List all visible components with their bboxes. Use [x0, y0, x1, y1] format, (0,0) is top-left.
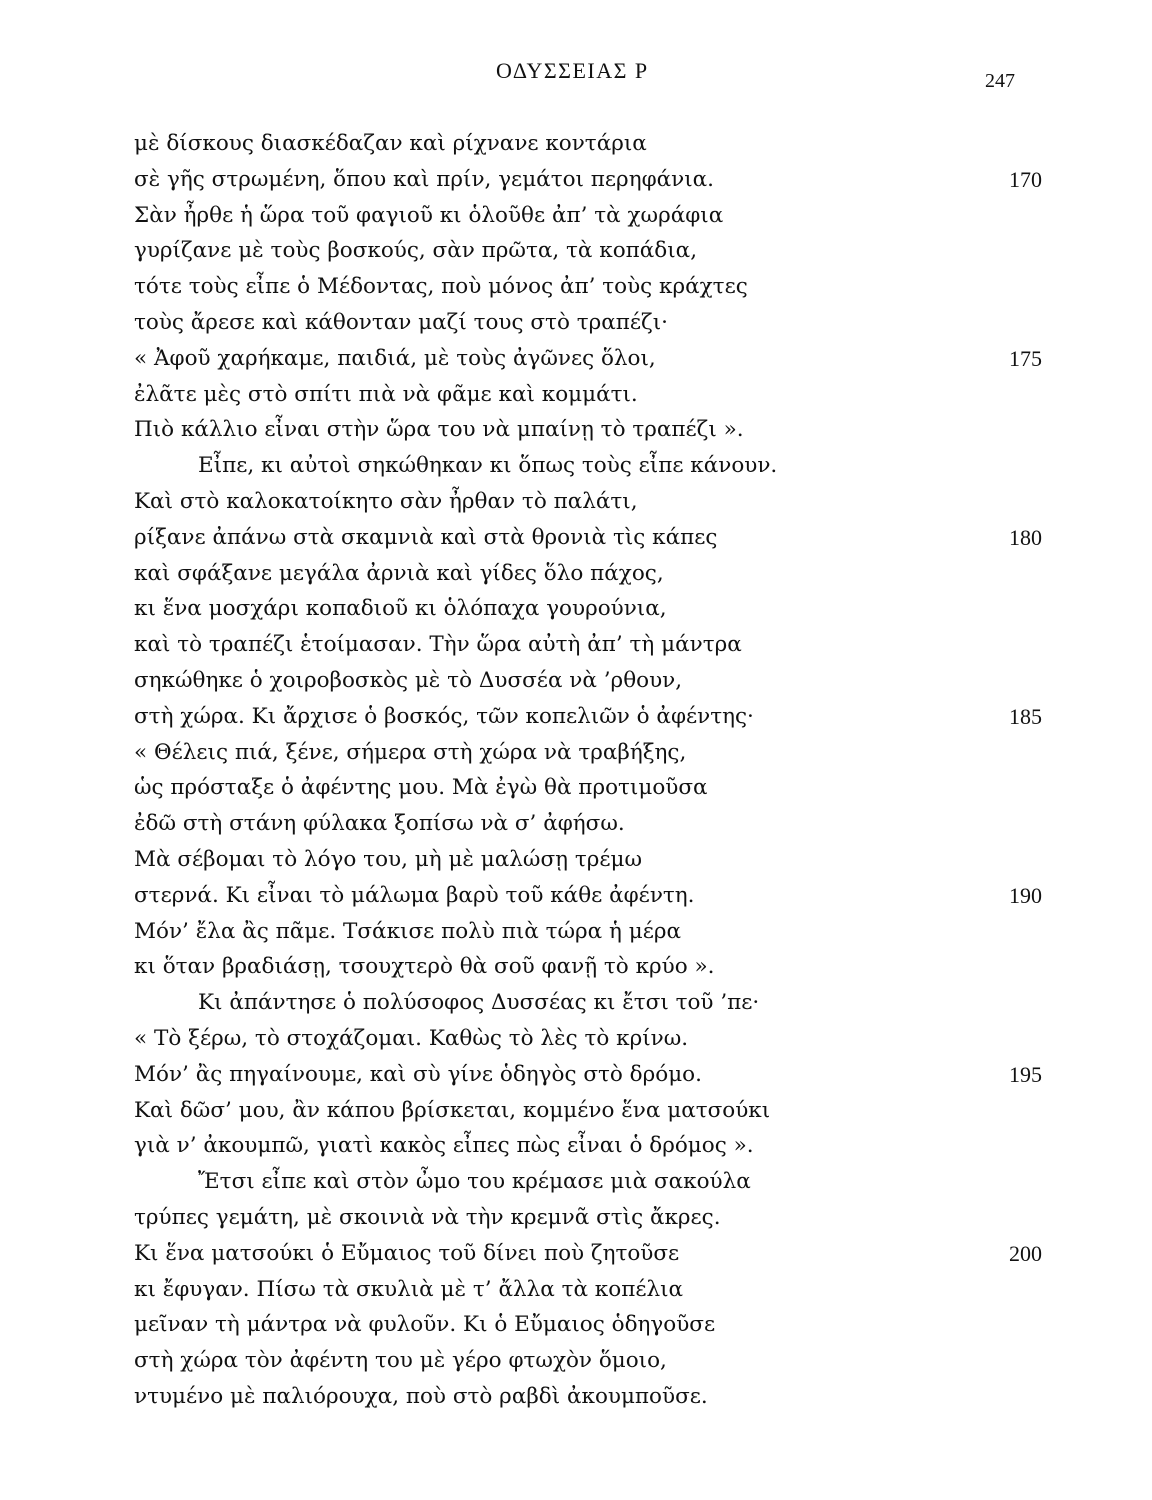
verse-text: μὲ δίσκους διασκέδαζαν καὶ ρίχνανε κοντάρια	[134, 131, 647, 156]
verse-line	[0, 842, 1152, 878]
verse-text: ὡς πρόσταξε ὁ ἀφέντης μου. Μὰ ἐγὼ θὰ προτιμοῦσα	[134, 775, 708, 801]
verse-line	[0, 341, 1152, 377]
verse-text: Μόν’ ἂς πηγαίνουμε, καὶ σὺ γίνε ὁδηγὸς στὸ δρόμο.	[134, 1061, 702, 1087]
verse-line	[0, 1128, 1152, 1164]
verse-line	[0, 949, 1152, 985]
verse-text: ἐλᾶτε μὲς στὸ σπίτι πιὰ νὰ φᾶμε καὶ κομμάτι.	[134, 381, 638, 407]
verse-text: ρίξανε ἀπάνω στὰ σκαμνιὰ καὶ στὰ θρονιὰ τὶς κάπες	[134, 524, 718, 550]
verse-text: κι ἔφυγαν. Πίσω τὰ σκυλιὰ μὲ τ’ ἄλλα τὰ κοπέλια	[134, 1276, 684, 1302]
verse-line	[0, 1307, 1152, 1343]
verse-line	[0, 520, 1152, 556]
verse-line	[0, 198, 1152, 234]
verse-line	[0, 269, 1152, 305]
verse-line	[0, 126, 1152, 162]
verse-text: Κι ἕνα ματσούκι ὁ Εὔμαιος τοῦ δίνει ποὺ ζητοῦσε	[134, 1240, 680, 1266]
verse-text: στὴ χώρα. Κι ἄρχισε ὁ βοσκός, τῶν κοπελιῶν ὁ ἀφέντης·	[134, 703, 754, 729]
verse-line	[0, 591, 1152, 627]
verse-text: γυρίζανε μὲ τοὺς βοσκούς, σὰν πρῶτα, τὰ κοπάδια,	[134, 238, 698, 264]
verse-text: « Θέλεις πιά, ξένε, σήμερα στὴ χώρα νὰ τραβήξης,	[134, 739, 687, 765]
verse-line	[0, 914, 1152, 950]
verse-text: Εἶπε, κι αὐτοὶ σηκώθηκαν κι ὅπως τοὺς εἶπε κάνουν.	[198, 453, 778, 479]
verse-text: τρύπες γεμάτη, μὲ σκοινιὰ νὰ τὴν κρεμνᾶ στὶς ἄκρες.	[134, 1204, 721, 1230]
running-head: ΟΔΥΣΣΕΙΑΣ Ρ	[496, 58, 649, 83]
line-number: 180	[1009, 524, 1042, 550]
line-number: 200	[1009, 1240, 1042, 1266]
line-number: 195	[1009, 1061, 1042, 1087]
verse-line	[0, 412, 1152, 448]
verse-line	[0, 1164, 1152, 1200]
verse-text: Πιὸ κάλλιο εἶναι στὴν ὥρα του νὰ μπαίνῃ τὸ τραπέζι ».	[134, 417, 744, 443]
verse-line	[0, 663, 1152, 699]
verse-line	[0, 806, 1152, 842]
verse-text: κι ἕνα μοσχάρι κοπαδιοῦ κι ὁλόπαχα γουρούνια,	[134, 596, 667, 622]
verse-text: Μὰ σέβομαι τὸ λόγο του, μὴ μὲ μαλώσῃ τρέμω	[134, 846, 643, 872]
verse-line	[0, 1093, 1152, 1129]
verse-text: κι ὅταν βραδιάσῃ, τσουχτερὸ θὰ σοῦ φανῇ τὸ κρύο ».	[134, 954, 715, 980]
verse-text: σὲ γῆς στρωμένη, ὅπου καὶ πρίν, γεμάτοι περηφάνια.	[134, 166, 715, 192]
verse-text: Ἔτσι εἶπε καὶ στὸν ὦμο του κρέμασε μιὰ σακούλα	[198, 1169, 751, 1195]
line-number: 175	[1009, 345, 1042, 371]
verse-text: « Ἀφοῦ χαρήκαμε, παιδιά, μὲ τοὺς ἀγῶνες ὅλοι,	[134, 345, 656, 371]
verse-line	[0, 985, 1152, 1021]
verse-line	[0, 162, 1152, 198]
page-number: 247	[985, 70, 1015, 92]
verse-text: στὴ χώρα τὸν ἀφέντη του μὲ γέρο φτωχὸν ὅμοιο,	[134, 1348, 667, 1374]
verse-line	[0, 627, 1152, 663]
verse-line	[0, 1379, 1152, 1415]
verse-line	[0, 699, 1152, 735]
line-number: 190	[1009, 882, 1042, 908]
verse-text: σηκώθηκε ὁ χοιροβοσκὸς μὲ τὸ Δυσσέα νὰ ’ρθουν,	[134, 667, 683, 693]
verse-line	[0, 556, 1152, 592]
verse-text: Καὶ δῶσ’ μου, ἂν κάπου βρίσκεται, κομμένο ἕνα ματσούκι	[134, 1097, 771, 1123]
verse-text: τοὺς ἄρεσε καὶ κάθονταν μαζί τους στὸ τραπέζι·	[134, 309, 668, 335]
verse-block	[0, 126, 1152, 1415]
verse-line	[0, 1236, 1152, 1272]
verse-line	[0, 1021, 1152, 1057]
line-number: 170	[1009, 166, 1042, 192]
verse-line	[0, 305, 1152, 341]
verse-text: Σὰν ἦρθε ἡ ὥρα τοῦ φαγιοῦ κι ὁλοῦθε ἀπ’ τὰ χωράφια	[134, 202, 724, 228]
verse-line	[0, 448, 1152, 484]
verse-text: στερνά. Κι εἶναι τὸ μάλωμα βαρὺ τοῦ κάθε ἀφέντη.	[134, 882, 695, 908]
verse-line	[0, 770, 1152, 806]
verse-text: Κι ἀπάντησε ὁ πολύσοφος Δυσσέας κι ἔτσι τοῦ ’πε·	[198, 990, 760, 1016]
verse-text: γιὰ ν’ ἀκουμπῶ, γιατὶ κακὸς εἶπες πὼς εἶναι ὁ δρόμος ».	[134, 1133, 754, 1159]
verse-text: καὶ τὸ τραπέζι ἑτοίμασαν. Τὴν ὥρα αὐτὴ ἀπ’ τὴ μάντρα	[134, 632, 742, 658]
verse-line	[0, 377, 1152, 413]
verse-text: Μόν’ ἔλα ἂς πᾶμε. Τσάκισε πολὺ πιὰ τώρα ἡ μέρα	[134, 918, 682, 944]
verse-line	[0, 1272, 1152, 1308]
verse-text: Καὶ στὸ καλοκατοίκητο σὰν ἦρθαν τὸ παλάτι,	[134, 488, 638, 514]
page-header	[0, 58, 1152, 98]
verse-text: μεῖναν τὴ μάντρα νὰ φυλοῦν. Κι ὁ Εὔμαιος ὁδηγοῦσε	[134, 1312, 716, 1338]
verse-text: καὶ σφάξανε μεγάλα ἀρνιὰ καὶ γίδες ὅλο πάχος,	[134, 560, 664, 586]
verse-line	[0, 1057, 1152, 1093]
verse-line	[0, 233, 1152, 269]
verse-text: « Τὸ ξέρω, τὸ στοχάζομαι. Καθὼς τὸ λὲς τὸ κρίνω.	[134, 1025, 689, 1051]
line-number: 185	[1009, 703, 1042, 729]
verse-text: ντυμένο μὲ παλιόρουχα, ποὺ στὸ ραβδὶ ἀκουμποῦσε.	[134, 1383, 708, 1409]
verse-line	[0, 1200, 1152, 1236]
verse-text: ἐδῶ στὴ στάνη φύλακα ξοπίσω νὰ σ’ ἀφήσω.	[134, 811, 625, 837]
verse-line	[0, 735, 1152, 771]
verse-line	[0, 484, 1152, 520]
verse-text: τότε τοὺς εἶπε ὁ Μέδοντας, ποὺ μόνος ἀπ’ τοὺς κράχτες	[134, 274, 748, 300]
verse-line	[0, 878, 1152, 914]
verse-line	[0, 1343, 1152, 1379]
